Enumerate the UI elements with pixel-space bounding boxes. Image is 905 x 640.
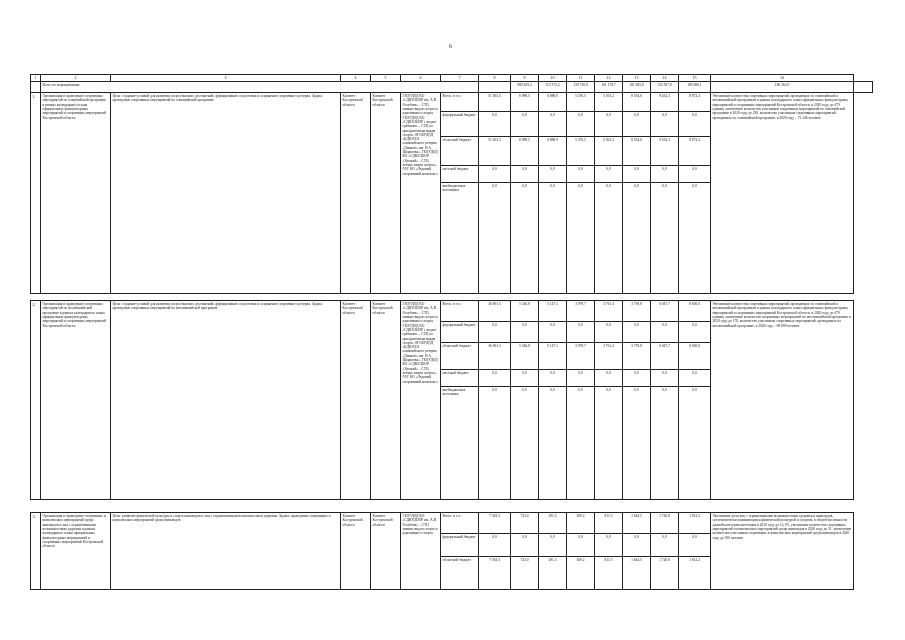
funding-value: 5 501,2 [595,93,623,112]
program-row [31,513,873,534]
total-value: 152 507,8 [651,82,679,93]
column-number: 4 [341,75,371,82]
funding-value: 0,0 [511,322,539,343]
row-number: 2. [31,301,41,500]
total-label: Всего по мероприятиям: [41,82,479,93]
funding-value: 0,0 [595,112,623,137]
funding-value: 1 812,2 [679,513,711,534]
funding-value: 5 346,8 [511,301,539,322]
block-spacer [31,294,873,301]
funding-value: 1 720,8 [651,557,679,590]
funding-value: 0,0 [679,534,711,557]
funding-value: 811,5 [595,557,623,590]
funding-source: местный бюджет [441,166,479,183]
funding-value: 291,3 [539,557,567,590]
funding-value: 0,0 [651,183,679,294]
funding-value: 1 812,2 [679,557,711,590]
total-row [31,82,873,93]
funding-value: 6 047,7 [651,301,679,322]
funding-value: 6 047,7 [651,343,679,370]
funding-value: 6 888,9 [539,137,567,166]
funding-value: 0,0 [679,322,711,343]
funding-value: 0,0 [511,534,539,557]
funding-source: федеральный бюджет [441,112,479,137]
measure-name: Организация и проведение спортивных мероприятий по олимпийской программе в рамках календарного плана официальных физкультурных мероприятий и спортивных мероприятий Костромской области [41,93,111,294]
funding-value: 0,0 [595,166,623,183]
funding-value: 0,0 [567,534,595,557]
funding-source: Всего, в т.ч.: [441,301,479,322]
funding-value: 8 650,0 [679,301,711,322]
goal-task: Цель: создание условий для развития спорта высших достижений, формирование, подготовка и сохранение спортивного резерва. Задача: проведение спортивных мероприятий по олимпийской программе [111,93,341,294]
program-row [31,301,873,322]
funding-value: 1 644,5 [623,557,651,590]
funding-value: 0,0 [623,322,651,343]
participants: ГБОУДОД КО «СДЮСШОР им. А.В. Голубева» – СТЦ зимних видов спорта и адаптивного спорта, ГБОУДОД КО «СДЮСШОР с водно-гребным» – СТЦ по приоритетным видам спорта, ОГОБУДОД «КДЮСШ олимпийского резерва «Динамо» им. Н.А. Шарапова», ГБОУДОД КО «СДЮСШОР «Урожай» – СТЦ летних видов спорта», ГАУ КО «Ледовый спортивный комплекс» [401,93,441,294]
funding-value: 0,0 [595,387,623,500]
goal-task: Цель: развитие физической культуры и спорта инвалидов и лиц с ограниченными возможностями здоровья. Задача: проведение спортивных и комплексных мероприятий среди инвалидов [111,513,341,590]
funding-value: 369,2 [567,513,595,534]
executor: Комитет Костромской области [341,301,371,500]
funding-value: 0,0 [651,370,679,387]
funding-value: 6 989,5 [511,93,539,112]
column-number: 12 [595,75,623,82]
funding-value: 811,5 [595,513,623,534]
funding-source: внебюджетные источники [441,387,479,500]
column-number: 3 [111,75,341,82]
funding-value: 0,0 [479,322,511,343]
funding-source: областной бюджет [441,137,479,166]
total-value: 115 375,2 [539,82,567,93]
funding-value: 0,0 [679,387,711,500]
funding-value: 8 872,4 [679,137,711,166]
funding-value: 3 978,7 [567,343,595,370]
column-number: 11 [567,75,595,82]
funding-value: 0,0 [567,370,595,387]
column-number: 6 [401,75,441,82]
funding-value: 51 653,3 [479,93,511,112]
funding-value: 36 691,3 [479,301,511,322]
total-value: 166 263,5 [711,82,854,93]
participants: ГБОУДОД КО «СДЮСШОР им. А.В. Голубева» – СТЦ зимних видов спорта и адаптивного спорта [401,513,441,590]
column-number-row [31,75,873,82]
funding-value: 0,0 [539,322,567,343]
funding-value: 3 978,7 [567,301,595,322]
funding-value: 0,0 [623,370,651,387]
funding-value: 0,0 [595,183,623,294]
funding-value: 0,0 [679,166,711,183]
funding-value: 0,0 [539,370,567,387]
funding-value: 5 476,5 [567,137,595,166]
funding-value: 7 363,3 [479,513,511,534]
funding-value: 0,0 [539,166,567,183]
funding-source: Всего, в т.ч.: [441,513,479,534]
funding-value: 0,0 [651,166,679,183]
coexecutor: Комитет Костромской области [371,513,401,590]
column-number: 8 [479,75,511,82]
total-cell-empty [479,82,511,93]
column-number: 2 [41,75,111,82]
total-value: 101 695,0 [623,82,651,93]
column-number: 10 [539,75,567,82]
column-number: 9 [511,75,539,82]
row-number: 3. [31,513,41,590]
total-value: 980 829,2 [511,82,539,93]
total-value: 189 486,1 [679,82,711,93]
funding-value: 1 644,5 [623,513,651,534]
expected-result: Увеличение доли лиц с ограниченными возможностями здоровья и инвалидов, систематически занимающихся физической культурой и спортом, в общей численности данной категории населения в 2020 году до 12,1%, увеличение количества спортивных мероприятий и комплексных мероприятий среди инвалидов в 2020 году до 31, увеличение количества участников спортивных и комплексных мероприятий среди инвалидов в 2020 году до 350 человек [711,513,854,590]
executor: Комитет Костромской области [341,513,371,590]
measure-name: Организация и проведение спортивных мероприятий по неолимпийской программе в рамках календарного плана официальных физкультурных мероприятий и спортивных мероприятий Костромской области [41,301,111,500]
expected-result: Увеличение количества спортивных мероприятий, проводимых по олимпийской и неолимпийской программам в рамках календарного плана официальных физкультурных мероприятий и спортивных мероприятий Костромской области, в 2020 году до 479 единиц, увеличение количества участников спортивных мероприятий по олимпийской программе в 2020 году до 230, количество участников спортивных мероприятий, проводимых по олимпийской программе, в 2020 году – 73 246 человек [711,93,854,294]
funding-value: 0,0 [511,183,539,294]
funding-value: 0,0 [651,534,679,557]
total-cell-empty [854,82,873,93]
funding-value: 8 650,0 [679,343,711,370]
funding-value: 0,0 [539,387,567,500]
funding-value: 0,0 [623,112,651,137]
funding-value: 0,0 [511,166,539,183]
funding-value: 9 432,3 [651,93,679,112]
funding-value: 51 653,3 [479,137,511,166]
funding-value: 7 363,3 [479,557,511,590]
funding-value: 369,2 [567,557,595,590]
funding-source: областной бюджет [441,343,479,370]
funding-value: 291,3 [539,513,567,534]
participants: ГБОУДОД КО «СДЮСШОР им. А.В. Голубева» – СТЦ зимних видов спорта и адаптивного спорта, ГБОУДОД КО «СДЮСШОР с водно-гребным» – СТЦ по приоритетным видам спорта, ОГОБУДОД «КДЮСШ олимпийского резерва «Динамо» им. Н.А. Шарапова», ГБОУДОД КО «СДЮСШОР «Урожай» – СТЦ летних видов спорта», ГАУ КО «Ледовый спортивный комплекс» [401,301,441,500]
funding-value: 0,0 [679,183,711,294]
funding-value: 3 759,8 [623,301,651,322]
funding-value: 0,0 [567,112,595,137]
funding-value: 0,0 [623,387,651,500]
total-value: 139 730,9 [567,82,595,93]
coexecutor: Комитет Костромской области [371,301,401,500]
funding-value: 0,0 [651,322,679,343]
column-number: 13 [623,75,651,82]
funding-value: 0,0 [539,183,567,294]
funding-value: 0,0 [511,387,539,500]
funding-value: 3 761,4 [595,301,623,322]
funding-value: 5 147,1 [539,301,567,322]
funding-value: 36 691,3 [479,343,511,370]
funding-value: 1 720,8 [651,513,679,534]
funding-source: федеральный бюджет [441,534,479,557]
column-number: 1 [31,75,41,82]
column-number: 7 [441,75,479,82]
funding-value: 0,0 [567,166,595,183]
spacer-cell [31,500,854,513]
program-table [30,74,873,590]
funding-value: 0,0 [595,534,623,557]
funding-value: 0,0 [623,166,651,183]
funding-value: 5 476,5 [567,93,595,112]
funding-value: 0,0 [567,183,595,294]
funding-value: 0,0 [479,387,511,500]
total-value: 101 178,7 [595,82,623,93]
funding-value: 0,0 [623,183,651,294]
total-cell-empty [31,82,41,93]
funding-source: внебюджетные источники [441,183,479,294]
funding-source: местный бюджет [441,370,479,387]
funding-value: 0,0 [679,112,711,137]
funding-value: 0,0 [511,112,539,137]
funding-value: 6 989,5 [511,137,539,166]
page-number: 6 [449,44,452,50]
funding-value: 0,0 [623,534,651,557]
funding-value: 5 346,8 [511,343,539,370]
funding-value: 8 554,6 [623,93,651,112]
measure-name: Организация и проведение спортивных и комплексных мероприятий среди инвалидов и лиц с ограниченными возможностями здоровья в рамках календарного плана официальных физкультурных мероприятий и спортивных мероприятий Костромской области [41,513,111,590]
funding-value: 6 888,9 [539,93,567,112]
funding-value: 8 872,4 [679,93,711,112]
column-number: 15 [679,75,711,82]
funding-source: федеральный бюджет [441,322,479,343]
funding-value: 9 432,3 [651,137,679,166]
funding-value: 0,0 [595,322,623,343]
column-number: 5 [371,75,401,82]
funding-value: 3 759,8 [623,343,651,370]
funding-value: 0,0 [567,387,595,500]
funding-value: 0,0 [567,322,595,343]
funding-value: 723,0 [511,513,539,534]
funding-value: 0,0 [651,112,679,137]
funding-value: 723,0 [511,557,539,590]
funding-value: 0,0 [479,183,511,294]
funding-value: 8 554,6 [623,137,651,166]
funding-value: 0,0 [479,112,511,137]
spacer-cell [31,294,854,301]
coexecutor: Комитет Костромской области [371,93,401,294]
column-number: 14 [651,75,679,82]
goal-task: Цель: создание условий для развития спорта высших достижений, формирование, подготовка и сохранение спортивного резерва. Задача: проведение спортивных мероприятий по неолимпийской программе [111,301,341,500]
funding-value: 3 761,4 [595,343,623,370]
program-row [31,93,873,112]
funding-value: 5 501,2 [595,137,623,166]
funding-value: 0,0 [479,166,511,183]
funding-value: 5 147,1 [539,343,567,370]
funding-value: 0,0 [479,534,511,557]
funding-value: 0,0 [595,370,623,387]
block-spacer [31,500,873,513]
funding-source: областной бюджет [441,557,479,590]
funding-value: 0,0 [479,370,511,387]
funding-value: 0,0 [539,112,567,137]
funding-value: 0,0 [539,534,567,557]
funding-value: 0,0 [679,370,711,387]
funding-value: 0,0 [651,387,679,500]
row-number: 1. [31,93,41,294]
executor: Комитет Костромской области [341,93,371,294]
column-number: 16 [711,75,854,82]
funding-value: 0,0 [511,370,539,387]
expected-result: Увеличение количества спортивных мероприятий, проводимых по олимпийской и неолимпийской программам в рамках календарного плана официальных физкультурных мероприятий и спортивных мероприятий Костромской области, в 2020 году до 479 единиц, увеличение количества спортивных мероприятий по неолимпийской программе в 2020 году до 170, количество участников спортивных мероприятий, проводимых по неолимпийской программе, в 2020 году – 69 690 человек [711,301,854,500]
funding-source: Всего, в т.ч.: [441,93,479,112]
